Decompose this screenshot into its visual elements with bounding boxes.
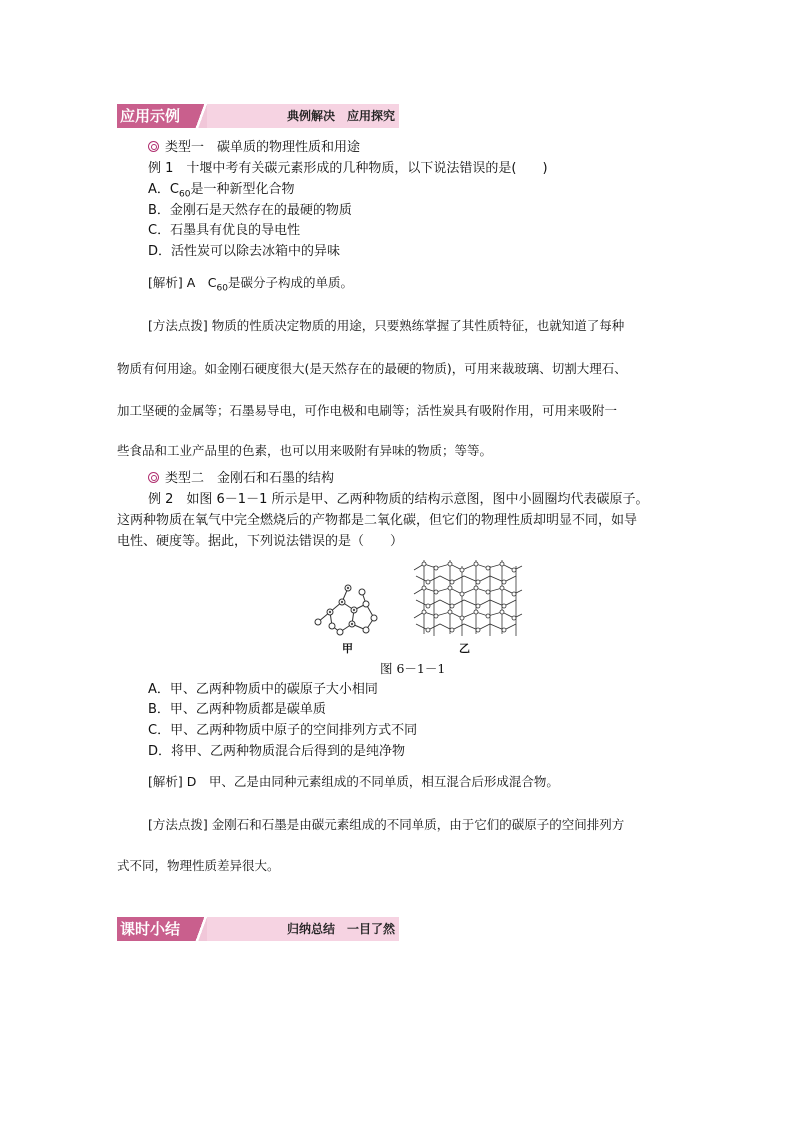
example2-option-b: B．甲、乙两种物质都是碳单质 <box>148 702 326 717</box>
analysis-subscript: 60 <box>216 283 228 294</box>
banner-subtitle: 归纳总结 一目了然 <box>286 922 395 936</box>
example1-option-b: B．金刚石是天然存在的最硬的物质 <box>148 203 352 218</box>
type2-heading <box>148 469 334 489</box>
type1-title: 类型一 碳单质的物理性质和用途 <box>165 140 361 155</box>
section-banner-summary <box>117 917 399 941</box>
method1-line1: [方法点拨] 物质的性质决定物质的用途，只要熟练掌握了其性质特征，也就知道了每种 <box>148 318 625 333</box>
analysis-text: 是碳分子构成的单质。 <box>227 275 353 290</box>
banner-tag: 课时小结 <box>117 917 201 941</box>
figure-label-jia: 甲 <box>342 642 353 655</box>
method1-line3: 加工坚硬的金属等；石墨易导电，可作电极和电刷等；活性炭具有吸附作用，可用来吸附一 <box>117 403 618 418</box>
method2-line2: 式不同，物理性质差异很大。 <box>117 858 280 873</box>
banner-tag: 应用示例 <box>117 104 201 128</box>
option-a-subscript: 60 <box>178 189 191 200</box>
method1-line2: 物质有何用途。如金刚石硬度很大(是天然存在的最硬的物质)，可用来裁玻璃、切割大理石、 <box>117 361 627 376</box>
example2-question-line3: 电性、硬度等。据此，下列说法错误的是（ ） <box>117 534 404 549</box>
type2-title: 类型二 金刚石和石墨的结构 <box>165 471 335 486</box>
banner-slash-decoration <box>195 917 207 941</box>
example2-question-line2: 这两种物质在氧气中完全燃烧后的产物都是二氧化碳，但它们的物理性质却明显不同，如导 <box>117 513 638 528</box>
graphite-structure-figure <box>410 556 528 640</box>
example1-analysis <box>148 273 353 299</box>
example2-analysis: [解析] D 甲、乙是由同种元素组成的不同单质，相互混合后形成混合物。 <box>148 774 559 789</box>
example2-option-a: A．甲、乙两种物质中的碳原子大小相同 <box>148 682 378 697</box>
type1-heading <box>148 138 360 158</box>
option-a-prefix: A．C <box>148 182 179 197</box>
example2-option-d: D．将甲、乙两种物质混合后得到的是纯净物 <box>148 744 406 759</box>
banner-slash-decoration <box>195 104 207 128</box>
diamond-structure-figure <box>312 580 384 640</box>
banner-subtitle: 典例解决 应用探究 <box>286 109 395 123</box>
option-a-text: 是一种新型化合物 <box>190 182 295 197</box>
method1-line4: 些食品和工业产品里的色素，也可以用来吸附有异味的物质；等等。 <box>117 443 493 458</box>
figure-label-yi: 乙 <box>459 642 470 655</box>
example2-option-c: C．甲、乙两种物质中原子的空间排列方式不同 <box>148 723 418 738</box>
example2-question-line1: 例 2 如图 6－1－1 所示是甲、乙两种物质的结构示意图，图中小圆圈均代表碳原子。 <box>148 492 649 507</box>
example1-option-d: D．活性炭可以除去冰箱中的异味 <box>148 244 341 259</box>
target-icon <box>148 141 159 152</box>
example1-question: 例 1 十堰中考有关碳元素形成的几种物质，以下说法错误的是( ) <box>148 161 548 176</box>
analysis-prefix: [解析] A C <box>148 275 217 290</box>
target-icon <box>148 472 159 483</box>
method2-line1: [方法点拨] 金刚石和石墨是由碳元素组成的不同单质，由于它们的碳原子的空间排列方 <box>148 817 625 832</box>
section-banner-examples <box>117 104 399 128</box>
example1-option-c: C．石墨具有优良的导电性 <box>148 223 301 238</box>
figure-caption: 图 6－1－1 <box>380 661 446 676</box>
